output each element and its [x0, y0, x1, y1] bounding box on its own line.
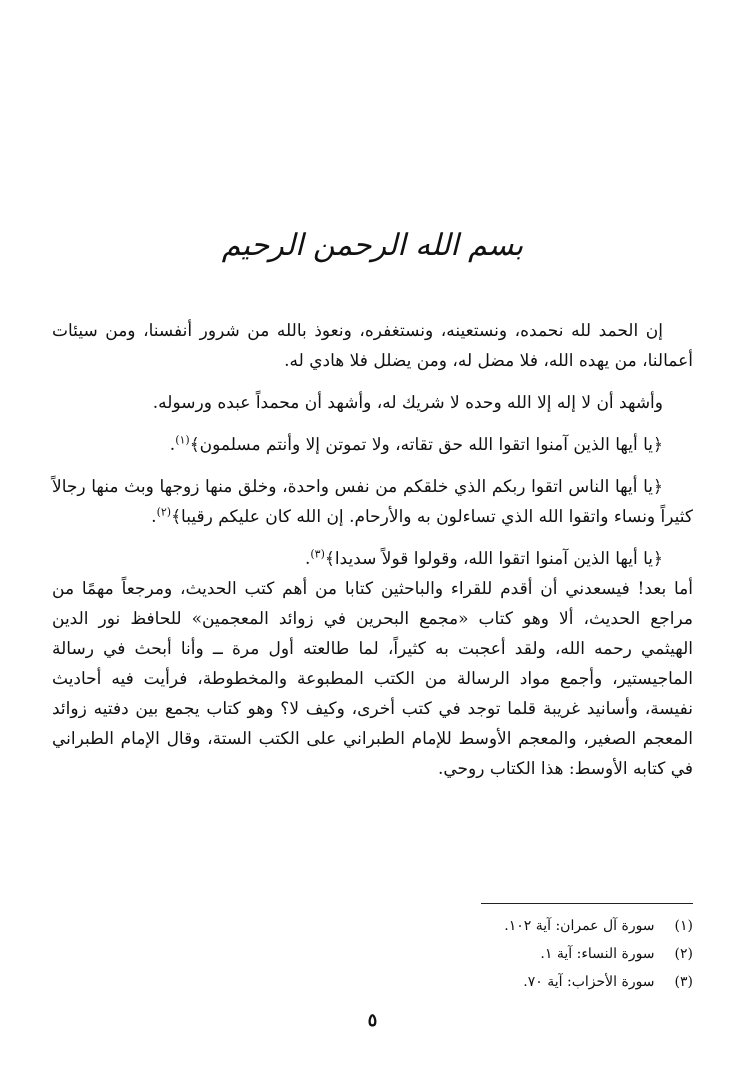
quran-verse-1: ﴿يا أيها الذين آمنوا اتقوا الله حق تقاته، ولا تموتن إلا وأنتم مسلمون﴾$^{(١)}$. — [169, 433, 663, 455]
footnote-2-text: سورة النساء: آية ١. — [540, 946, 655, 962]
quran-verse-3-text: ﴿يا أيها الذين آمنوا اتقوا الله، وقولوا قولاً سديدا﴾ — [324, 549, 663, 569]
paragraph-shahada-text: وأشهد أن لا إله إلا الله وحده لا شريك له، وأشهد أن محمداً عبده ورسوله. — [152, 393, 663, 413]
basmala-heading: بسم الله الرحمن الرحيم — [221, 228, 524, 263]
footnote-2 — [293, 940, 693, 968]
paragraph-main — [52, 574, 693, 784]
footnote-3-text: سورة الأحزاب: آية ٧٠. — [523, 974, 655, 990]
page-number: ٥ — [367, 1010, 378, 1031]
paragraph-shahada — [52, 388, 693, 418]
footnote-ref-3: (٣) — [310, 547, 325, 561]
body-text — [52, 316, 693, 796]
footnote-1-number: (١) — [674, 918, 693, 934]
footnote-1-text: سورة آل عمران: آية ١٠٢. — [504, 918, 655, 934]
footnote-ref-2: (٢) — [156, 505, 172, 519]
quran-verse-2-text: ﴿يا أيها الناس اتقوا ربكم الذي خلقكم من نفس واحدة، وخلق منها زوجها وبث منها رجالاً كثيراً ونساء واتقوا الله الذي تساءلون به والأرحام. إن الله كان عليكم رقيبا﴾ — [52, 477, 693, 527]
paragraph-main-text: أما بعد! فيسعدني أن أقدم للقراء والباحثين كتابا من أهم كتب الحديث، ومرجعاً مهمًا من مراجع الحديث، ألا وهو كتاب «مجمع البحرين في زوائد المعجمين» للحافظ نور الدين الهيثمي رحمه الله، ولقد أعجبت به كثيراً، لما طالعته أول مرة ــ وأنا أبحث في رسالة الماجيستير، وأجمع مواد الرسالة من الكتب المطبوعة والمخطوطة، فرأيت فيه أحاديث نفيسة، وأسانيد غريبة قلما توجد في كتب أخرى، وكيف لا؟ وهو كتاب يجمع بين دفتيه زوائد المعجم الصغير، والمعجم الأوسط للإمام الطبراني على الكتب الستة، وقال الإمام الطبراني في كتابه الأوسط: هذا الكتاب روحي. — [52, 579, 693, 779]
quran-verse-2: ﴿يا أيها الناس اتقوا ربكم الذي خلقكم من نفس واحدة، وخلق منها زوجها وبث منها رجالاً كثيراً ونساء واتقوا الله الذي تساءلون به والأرحام. إن الله كان عليكم رقيبا﴾$^{(٢)}$. — [52, 477, 693, 527]
footnote-1 — [293, 912, 693, 940]
footnote-divider — [481, 903, 693, 904]
footnotes — [293, 912, 693, 996]
paragraph-opening — [52, 316, 693, 376]
footnote-3 — [293, 968, 693, 996]
paragraph-opening-text: إن الحمد لله نحمده، ونستعينه، ونستغفره، ونعوذ بالله من شرور أنفسنا، ومن سيئات أعمالنا، من يهده الله، فلا مضل له، ومن يضلل فلا هادي له. — [52, 321, 693, 371]
quran-verse-3: ﴿يا أيها الذين آمنوا اتقوا الله، وقولوا قولاً سديدا﴾$^{(٣)}$. — [304, 547, 663, 569]
footnote-ref-1: (١) — [175, 433, 190, 447]
footnote-2-number: (٢) — [674, 946, 693, 962]
footnote-3-number: (٣) — [674, 974, 693, 990]
quran-verse-1-text: ﴿يا أيها الذين آمنوا اتقوا الله حق تقاته، ولا تموتن إلا وأنتم مسلمون﴾ — [189, 435, 663, 455]
